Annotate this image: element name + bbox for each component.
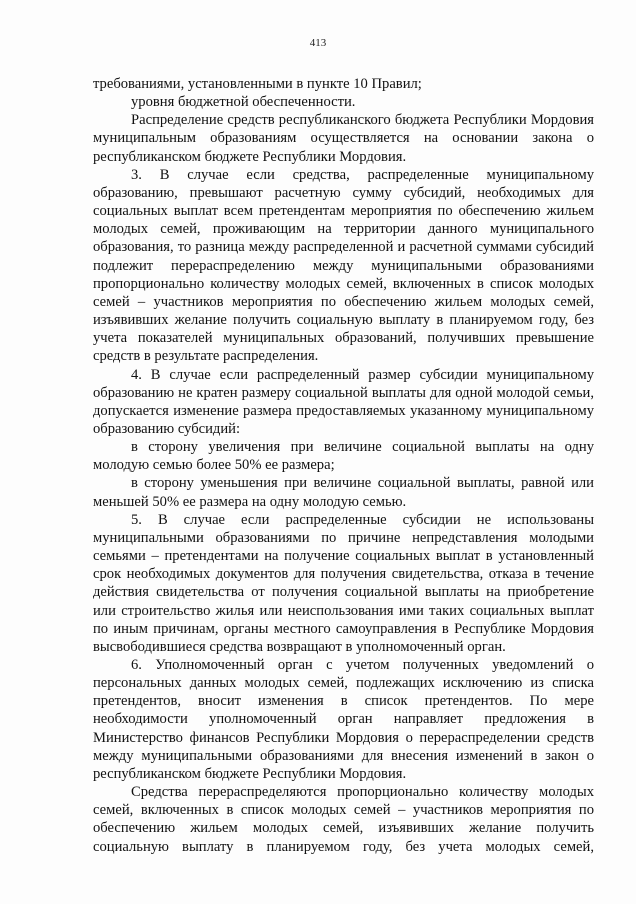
paragraph-increase: в сторону увеличения при величине социальной выплаты на одну молодую семью более 50% ее размера;	[93, 439, 594, 474]
paragraph-budget-level: уровня бюджетной обеспеченности.	[131, 94, 356, 111]
paragraph-item-4: 4. В случае если распределенный размер субсидии муниципальному образованию не кратен размеру социальной выплаты для одной молодой семьи, допускается изменение размера предоставляемых указанному муниципальному образованию субсидий:	[93, 366, 594, 437]
paragraph-decrease: в сторону уменьшения при величине социальной выплаты, равной или меньшей 50% ее размера на одну молодую семью.	[93, 475, 594, 510]
paragraph-item-5: 5. В случае если распределенные субсидии не использованы муниципальными образованиями по причине непредставления молодыми семьями – претендентами на получение социальных выплат в установленный срок необходимых документов для получения свидетельства, отказа в течение действия свидетельства от получения социальной выплаты на приобретение или строительство жилья или неиспользования ими таких социальных выплат по иным причинам, органы местного самоуправления в Республике Мордовия высвободившиеся средства возвращают в уполномоченный орган.	[93, 511, 594, 655]
paragraph-redistribution: Средства перераспределяются пропорционально количеству молодых семей, включенных в список молодых семей – участников мероприятия по обеспечению жильем молодых семей, изъявивших желание получить социальную выплату в планируемом году, без учета молодых семей,	[93, 784, 594, 855]
document-body	[93, 75, 594, 856]
paragraph-item-6: 6. Уполномоченный орган с учетом полученных уведомлений о персональных данных молодых семей, подлежащих исключению из списка претендентов, вносит изменения в список претендентов. По мере необходимости уполномоченный орган направляет предложения в Министерство финансов Республики Мордовия о перераспределении средств между муниципальными образованиями для внесения изменений в закон о республиканском бюджете Республики Мордовия.	[93, 657, 594, 782]
page-number: 413	[309, 37, 327, 49]
paragraph-distribution: Распределение средств республиканского бюджета Республики Мордовия муниципальным образованиям осуществляется на основании закона о республиканском бюджете Республики Мордовия.	[93, 112, 594, 165]
paragraph-continuation: требованиями, установленными в пункте 10 Правил;	[93, 76, 422, 92]
paragraph-item-3: 3. В случае если средства, распределенные муниципальному образованию, превышают расчетную сумму субсидий, необходимых для социальных выплат всем претендентам мероприятия по обеспечению жильем молодых семей, проживающим на территории данного муниципального образования, то разница между распределенной и расчетной суммами субсидий подлежит перераспределению между муниципальными образованиями пропорционально количеству молодых семей, включенных в список молодых семей – участников мероприятия по обеспечению жильем молодых семей, изъявивших желание получить социальную выплату в планируемом году, без учета показателей муниципальных образований, получивших превышение средств в результате распределения.	[93, 166, 594, 365]
